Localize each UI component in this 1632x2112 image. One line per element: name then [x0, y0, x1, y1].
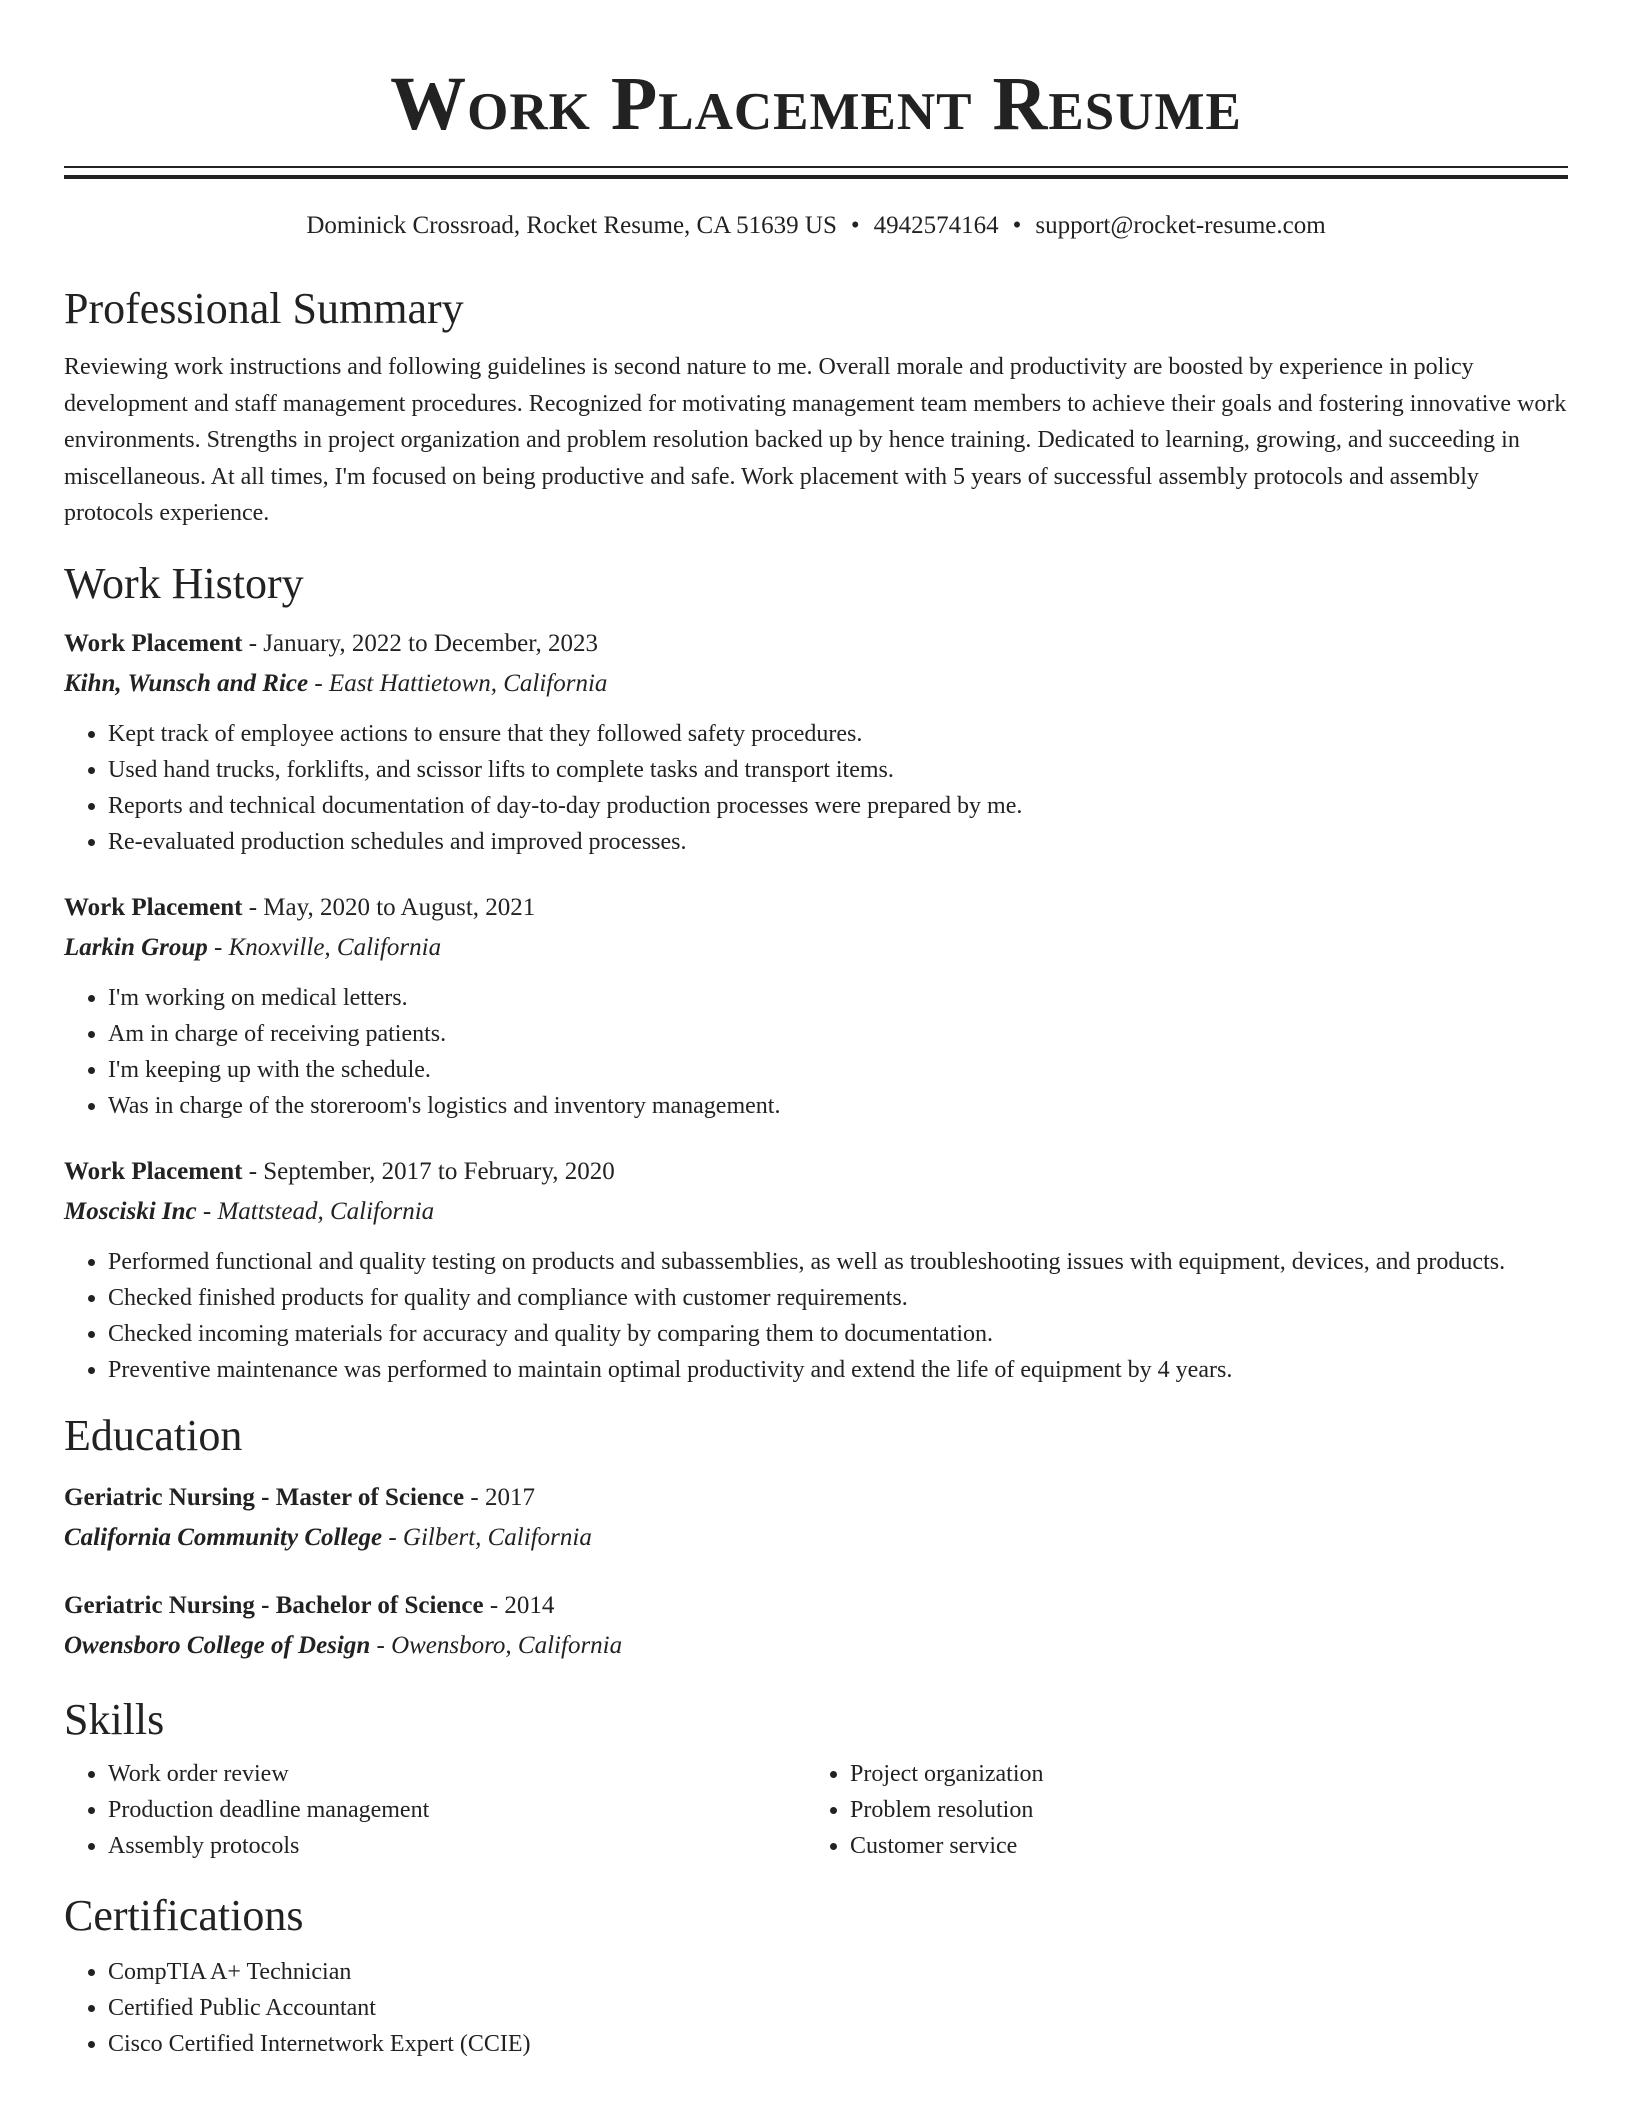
list-item: • Checked finished products for quality and compliance with customer requirements. — [108, 1280, 1568, 1316]
resume-title: Work Placement Resume — [390, 62, 1242, 146]
degree-line — [64, 1586, 1568, 1626]
certifications-list — [64, 1954, 1568, 2062]
school-location: - Owensboro, California — [370, 1631, 623, 1659]
job-entry — [64, 1152, 1568, 1388]
list-item: • Cisco Certified Internetwork Expert (CCIE) — [108, 2026, 1568, 2062]
skills-heading: Skills — [64, 1694, 165, 1744]
school-location: - Gilbert, California — [382, 1523, 592, 1551]
skills-column-left — [64, 1756, 806, 1864]
job-title-line — [64, 888, 1568, 928]
list-item: • Used hand trucks, forklifts, and scissor lifts to complete tasks and transport items. — [108, 752, 1568, 788]
job-dates: - January, 2022 to December, 2023 — [242, 629, 599, 657]
job-dates: - May, 2020 to August, 2021 — [242, 893, 536, 921]
list-item: • Assembly protocols — [108, 1828, 806, 1864]
list-item: • Am in charge of receiving patients. — [108, 1016, 1568, 1052]
skills-grid — [64, 1756, 1568, 1864]
list-item: • I'm working on medical letters. — [108, 980, 1568, 1016]
contact-email: support@rocket-resume.com — [1035, 212, 1326, 239]
list-item: • Problem resolution — [850, 1792, 1548, 1828]
resume-page — [64, 0, 1568, 2062]
job-location: - East Hattietown, California — [308, 669, 608, 697]
summary-heading: Professional Summary — [64, 284, 464, 333]
job-duties — [64, 716, 1568, 860]
job-company-line — [64, 928, 1568, 968]
education-entry — [64, 1586, 1568, 1666]
skills-column-right — [806, 1756, 1548, 1864]
contact-separator: • — [1012, 212, 1022, 239]
education-heading: Education — [64, 1410, 243, 1460]
education-entry — [64, 1478, 1568, 1558]
list-item: • Re-evaluated production schedules and improved processes. — [108, 824, 1568, 860]
job-location: - Knoxville, California — [207, 933, 442, 961]
list-item: • Customer service — [850, 1828, 1548, 1864]
list-item: • I'm keeping up with the schedule. — [108, 1052, 1568, 1088]
list-item: • Preventive maintenance was performed to maintain optimal productivity and extend the life of equipment by 4 years. — [108, 1352, 1568, 1388]
work-history-heading: Work History — [64, 558, 304, 608]
job-company-line — [64, 1192, 1568, 1232]
summary-text: Reviewing work instructions and following guidelines is second nature to me. Overall morale and productivity are boosted by experience in policy development and staff management procedures. Recognized for motivating management team members to achieve their goals and fostering innovative work environments. Strengths in project organization and problem resolution backed up by hence training. Dedicated to learning, growing, and succeeding in miscellaneous. At all times, I'm focused on being productive and safe. Work placement with 5 years of successful assembly protocols and assembly protocols experience. — [64, 354, 1567, 526]
certifications-heading: Certifications — [64, 1890, 304, 1940]
job-entry — [64, 624, 1568, 860]
school-line — [64, 1626, 1568, 1666]
list-item: • Reports and technical documentation of day-to-day production processes were prepared by me. — [108, 788, 1568, 824]
job-company: Mosciski Inc — [64, 1197, 197, 1225]
list-item: • Work order review — [108, 1756, 806, 1792]
list-item: • Production deadline management — [108, 1792, 806, 1828]
contact-separator: • — [850, 212, 860, 239]
degree: Geriatric Nursing - Bachelor of Science — [64, 1591, 484, 1619]
job-title-line — [64, 1152, 1568, 1192]
degree-year: - 2017 — [464, 1483, 535, 1511]
school-line — [64, 1518, 1568, 1558]
job-company: Kihn, Wunsch and Rice — [64, 669, 309, 697]
job-title: Work Placement — [64, 1157, 243, 1185]
contact-line — [64, 209, 1568, 243]
list-item: • Performed functional and quality testing on products and subassemblies, as well as troubleshooting issues with equipment, devices, and products. — [108, 1244, 1568, 1280]
job-title: Work Placement — [64, 629, 243, 657]
job-company: Larkin Group — [64, 933, 208, 961]
contact-phone: 4942574164 — [873, 212, 999, 239]
job-title-line — [64, 624, 1568, 664]
school: Owensboro College of Design — [64, 1631, 371, 1659]
job-company-line — [64, 664, 1568, 704]
contact-address: Dominick Crossroad, Rocket Resume, CA 51639 US — [306, 212, 837, 239]
list-item: • Kept track of employee actions to ensure that they followed safety procedures. — [108, 716, 1568, 752]
list-item: • Was in charge of the storeroom's logistics and inventory management. — [108, 1088, 1568, 1124]
job-location: - Mattstead, California — [196, 1197, 435, 1225]
list-item: • Certified Public Accountant — [108, 1990, 1568, 2026]
job-duties — [64, 1244, 1568, 1388]
list-item: • CompTIA A+ Technician — [108, 1954, 1568, 1990]
school: California Community College — [64, 1523, 383, 1551]
list-item: • Project organization — [850, 1756, 1548, 1792]
job-dates: - September, 2017 to February, 2020 — [242, 1157, 615, 1185]
job-title: Work Placement — [64, 893, 243, 921]
degree-year: - 2014 — [483, 1591, 555, 1619]
title-divider-thin — [64, 166, 1568, 168]
degree-line — [64, 1478, 1568, 1518]
job-entry — [64, 888, 1568, 1124]
title-divider-thick — [64, 175, 1568, 179]
job-duties — [64, 980, 1568, 1124]
degree: Geriatric Nursing - Master of Science — [64, 1483, 465, 1511]
list-item: • Checked incoming materials for accuracy and quality by comparing them to documentation. — [108, 1316, 1568, 1352]
